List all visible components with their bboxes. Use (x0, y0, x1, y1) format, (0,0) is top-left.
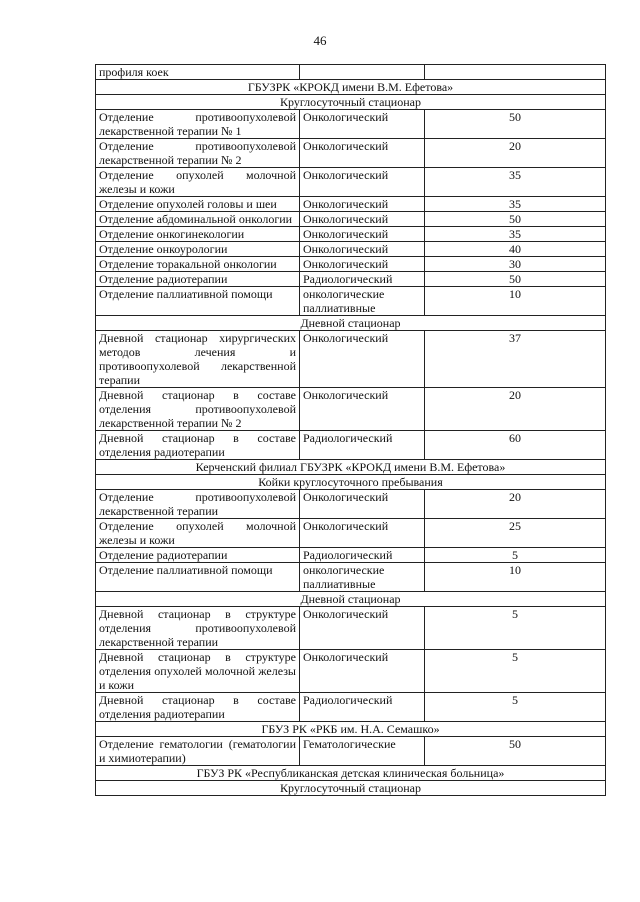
bed-count: 5 (425, 607, 606, 650)
bed-profile: Онкологический (300, 227, 425, 242)
table-row (96, 212, 606, 227)
table-row (96, 548, 606, 563)
bed-count: 60 (425, 431, 606, 460)
department-name: Отделение противоопухолевой лекарственной терапии (96, 490, 300, 519)
table-row (96, 519, 606, 548)
subsection-heading: Круглосуточный стационар (96, 781, 606, 796)
bed-count: 35 (425, 197, 606, 212)
department-name: Отделение онкоурологии (96, 242, 300, 257)
table-row (96, 287, 606, 316)
department-name: Отделение паллиативной помощи (96, 287, 300, 316)
department-name: Дневной стационар в составе отделения радиотерапии (96, 431, 300, 460)
department-name: Отделение радиотерапии (96, 272, 300, 287)
organization-heading: ГБУЗ РК «РКБ им. Н.А. Семашко» (96, 722, 606, 737)
table-row (96, 388, 606, 431)
header-continuation: профиля коек (96, 65, 300, 80)
bed-count: 35 (425, 168, 606, 197)
table-row (96, 139, 606, 168)
table-row (96, 197, 606, 212)
subsection-heading-row (96, 781, 606, 796)
bed-profile: Гематологические (300, 737, 425, 766)
bed-count: 50 (425, 110, 606, 139)
bed-profile: Онкологический (300, 257, 425, 272)
organization-heading: Керченский филиал ГБУЗРК «КРОКД имени В.М. Ефетова» (96, 460, 606, 475)
department-name: Дневной стационар в структуре отделения противоопухолевой лекарственной терапии (96, 607, 300, 650)
bed-count: 5 (425, 548, 606, 563)
bed-profile: Онкологический (300, 519, 425, 548)
table-body (96, 65, 606, 796)
bed-allocation-table (95, 64, 606, 796)
bed-profile: Онкологический (300, 242, 425, 257)
subsection-heading-row (96, 95, 606, 110)
subsection-heading: Круглосуточный стационар (96, 95, 606, 110)
bed-count: 10 (425, 287, 606, 316)
table-row (96, 257, 606, 272)
organization-heading-row (96, 722, 606, 737)
department-name: Отделение торакальной онкологии (96, 257, 300, 272)
table-row (96, 607, 606, 650)
department-name: Дневной стационар в составе отделения радиотерапии (96, 693, 300, 722)
bed-profile: Радиологический (300, 548, 425, 563)
table-row (96, 227, 606, 242)
bed-profile: Радиологический (300, 693, 425, 722)
page-number: 46 (313, 33, 327, 48)
bed-count: 50 (425, 737, 606, 766)
bed-profile: Онкологический (300, 607, 425, 650)
department-name: Дневной стационар хирургических методов лечения и противоопухолевой лекарственной терапии (96, 331, 300, 388)
bed-profile: онкологические паллиативные (300, 287, 425, 316)
bed-profile: Онкологический (300, 490, 425, 519)
bed-profile: Онкологический (300, 110, 425, 139)
bed-count: 50 (425, 272, 606, 287)
bed-profile: Онкологический (300, 331, 425, 388)
subsection-heading: Дневной стационар (96, 316, 606, 331)
table-row (96, 431, 606, 460)
bed-count: 5 (425, 693, 606, 722)
department-name: Отделение опухолей молочной железы и кожи (96, 168, 300, 197)
table-row (96, 563, 606, 592)
bed-profile: Онкологический (300, 168, 425, 197)
table-row (96, 331, 606, 388)
bed-count: 20 (425, 139, 606, 168)
table-row (96, 110, 606, 139)
subsection-heading-row (96, 592, 606, 607)
organization-heading: ГБУЗРК «КРОКД имени В.М. Ефетова» (96, 80, 606, 95)
header-continuation-row (96, 65, 606, 80)
bed-count: 20 (425, 388, 606, 431)
department-name: Отделение радиотерапии (96, 548, 300, 563)
department-name: Отделение абдоминальной онкологии (96, 212, 300, 227)
organization-heading-row (96, 766, 606, 781)
table-row (96, 272, 606, 287)
organization-heading: ГБУЗ РК «Республиканская детская клиническая больница» (96, 766, 606, 781)
department-name: Дневной стационар в составе отделения противоопухолевой лекарственной терапии № 2 (96, 388, 300, 431)
subsection-heading: Койки круглосуточного пребывания (96, 475, 606, 490)
subsection-heading-row (96, 316, 606, 331)
bed-profile: Онкологический (300, 212, 425, 227)
bed-count: 25 (425, 519, 606, 548)
organization-heading-row (96, 80, 606, 95)
table-row (96, 242, 606, 257)
department-name: Отделение опухолей молочной железы и кожи (96, 519, 300, 548)
subsection-heading-row (96, 475, 606, 490)
department-name: Отделение паллиативной помощи (96, 563, 300, 592)
header-empty-cell (425, 65, 606, 80)
department-name: Отделение противоопухолевой лекарственной терапии № 1 (96, 110, 300, 139)
department-name: Отделение онкогинекологии (96, 227, 300, 242)
table-row (96, 650, 606, 693)
organization-heading-row (96, 460, 606, 475)
subsection-heading: Дневной стационар (96, 592, 606, 607)
bed-count: 35 (425, 227, 606, 242)
bed-profile: Онкологический (300, 139, 425, 168)
bed-count: 37 (425, 331, 606, 388)
table-row (96, 168, 606, 197)
bed-profile: Онкологический (300, 197, 425, 212)
department-name: Отделение опухолей головы и шеи (96, 197, 300, 212)
bed-count: 40 (425, 242, 606, 257)
department-name: Отделение противоопухолевой лекарственной терапии № 2 (96, 139, 300, 168)
bed-count: 30 (425, 257, 606, 272)
table-row (96, 737, 606, 766)
header-empty-cell (300, 65, 425, 80)
table-row (96, 693, 606, 722)
bed-count: 5 (425, 650, 606, 693)
department-name: Дневной стационар в структуре отделения опухолей молочной железы и кожи (96, 650, 300, 693)
bed-profile: Онкологический (300, 388, 425, 431)
bed-count: 20 (425, 490, 606, 519)
department-name: Отделение гематологии (гематологии и химиотерапии) (96, 737, 300, 766)
bed-count: 50 (425, 212, 606, 227)
bed-profile: Онкологический (300, 650, 425, 693)
bed-profile: Радиологический (300, 431, 425, 460)
bed-count: 10 (425, 563, 606, 592)
table-row (96, 490, 606, 519)
bed-profile: Радиологический (300, 272, 425, 287)
bed-profile: онкологические паллиативные (300, 563, 425, 592)
